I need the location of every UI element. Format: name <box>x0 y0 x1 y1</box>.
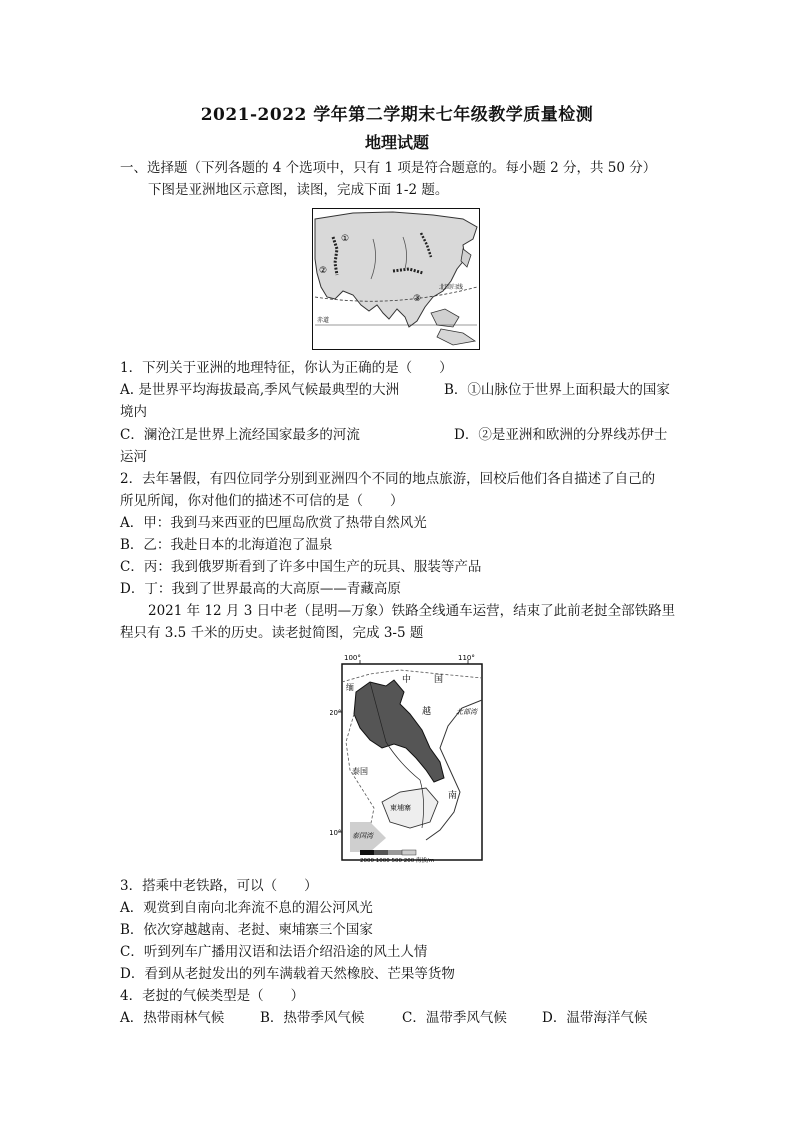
asia-map-label-3: ③ <box>413 294 422 304</box>
q2-stem-cont: 所见所闻，你对他们的描述不可信的是（ ） <box>120 493 404 509</box>
q2-option-c: C．丙：我到俄罗斯看到了许多中国生产的玩具、服装等产品 <box>120 559 482 575</box>
laos-map-vietnam-a: 越 <box>422 707 432 717</box>
laos-passage: 2021 年 12 月 3 日中老（昆明—万象）铁路全线通车运营，结束了此前老挝全部铁路里 <box>148 603 676 619</box>
q4-stem: 4．老挝的气候类型是（ ） <box>120 988 305 1004</box>
q3-option-c: C．听到列车广播用汉语和法语介绍沿途的风土人情 <box>120 944 428 960</box>
laos-map-lon-110: 110° <box>458 654 475 662</box>
laos-map-china-2: 国 <box>434 675 444 685</box>
exam-subtitle: 地理试题 <box>364 133 429 152</box>
asia-map-label-2: ② <box>319 266 328 276</box>
laos-map-myanmar: 缅 <box>346 683 354 692</box>
laos-map-china: 中 <box>402 675 412 685</box>
q1-option-d: D．②是亚洲和欧洲的分界线苏伊士 <box>454 427 668 443</box>
q2-option-b: B．乙：我赴日本的北海道泡了温泉 <box>120 537 333 553</box>
laos-passage-cont: 程只有 3.5 千米的历史。读老挝简图，完成 3-5 题 <box>120 625 424 641</box>
q3-stem: 3．搭乘中老铁路，可以（ ） <box>120 878 318 894</box>
asia-map <box>312 208 480 350</box>
laos-map-lat-20: 20° <box>330 709 342 717</box>
q1-stem: 1．下列关于亚洲的地理特征，你认为正确的是（ ） <box>120 360 453 376</box>
q1-option-b-cont: 境内 <box>120 404 147 420</box>
q4-option-b: B．热带季风气候 <box>260 1010 365 1026</box>
laos-map-lon-100: 100° <box>344 654 361 662</box>
q4-options <box>120 1008 647 1028</box>
q3-option-a: A．观赏到自南向北奔流不息的湄公河风光 <box>120 900 373 916</box>
asia-map-tropic-label: 北回归线 <box>439 284 464 291</box>
q1-option-a: A. 是世界平均海拔最高,季风气候最典型的大洲 <box>120 382 400 398</box>
asia-map-equator-label: 赤道 <box>317 317 330 324</box>
asia-map-graphic <box>313 209 479 349</box>
section-intro: 下图是亚洲地区示意图，读图，完成下面 1-2 题。 <box>148 182 449 198</box>
laos-map-graphic <box>330 652 490 864</box>
asia-map-label-1: ① <box>341 234 350 244</box>
q4-option-d: D．温带海洋气候 <box>542 1010 648 1026</box>
laos-map-cambodia: 柬埔寨 <box>390 804 411 812</box>
q1-option-d-cont: 运河 <box>120 449 147 465</box>
q2-stem: 2．去年暑假，有四位同学分别到亚洲四个不同的地点旅游，回校后他们各自描述了自己的 <box>120 471 656 487</box>
q1-option-b: B．①山脉位于世界上面积最大的国家 <box>444 382 670 398</box>
section-heading: 一、选择题（下列各题的 4 个选项中，只有 1 项是符合题意的。每小题 2 分，共 50 分） <box>120 160 657 176</box>
q3-option-d: D．看到从老挝发出的列车满载着天然橡胶、芒果等货物 <box>120 966 455 982</box>
q2-option-d: D．丁：我到了世界最高的大高原——青藏高原 <box>120 581 401 597</box>
laos-map <box>330 652 490 864</box>
laos-map-gulf-thailand: 泰国湾 <box>352 832 373 840</box>
q4-option-a: A．热带雨林气候 <box>120 1010 225 1026</box>
q2-option-a: A．甲：我到马来西亚的巴厘岛欣赏了热带自然风光 <box>120 515 427 531</box>
q3-option-b: B．依次穿越越南、老挝、柬埔寨三个国家 <box>120 922 373 938</box>
q1-option-c: C．澜沧江是世界上流经国家最多的河流 <box>120 427 360 443</box>
laos-map-vietnam-b: 南 <box>448 791 458 801</box>
q4-option-c: C．温带季风气候 <box>402 1010 507 1026</box>
laos-map-gulf-tonkin: 北部湾 <box>456 708 477 716</box>
laos-map-thailand: 泰国 <box>352 767 368 776</box>
laos-map-legend: 2000 1000 500 200 海拔/m <box>360 858 435 864</box>
exam-title: 2021-2022 学年第二学期末七年级教学质量检测 <box>200 105 594 125</box>
laos-map-lat-10: 10° <box>330 829 342 837</box>
